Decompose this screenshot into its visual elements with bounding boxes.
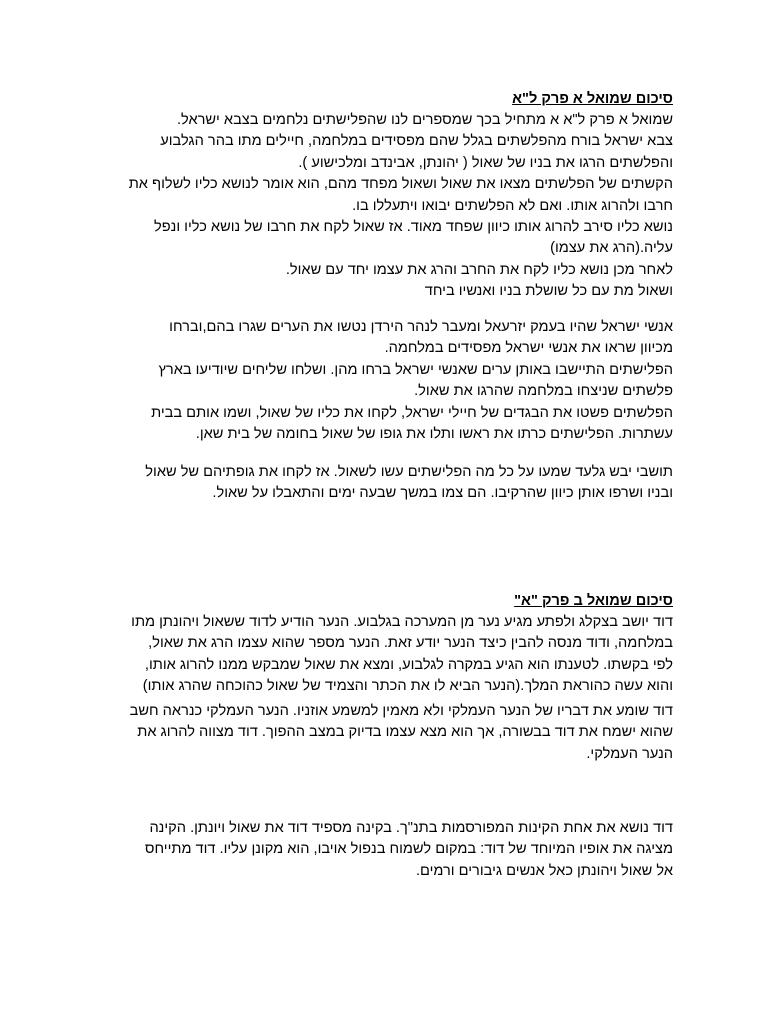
section1-paragraph-2 xyxy=(151,317,673,445)
section2-paragraph-3 xyxy=(145,818,673,882)
section2-title: סיכום שמואל ב פרק "א" xyxy=(514,593,673,609)
text-line: צבא ישראל בורח מהפלשתים בגלל שהם מפסידים במלחמה, חיילים מתו בהר הגלבוע xyxy=(160,133,673,150)
section1-paragraph-1 xyxy=(129,110,673,303)
text-line: הפלישתים התיישבו באותן ערים שאנשי ישראל ברחו מהן. ושלחו שליחים שיודיעו בארץ xyxy=(158,361,673,378)
text-line: דוד יושב בצקלג ולפתע מגיע נער מן המערכה בגלבוע. הנער הודיע לדוד ששאול ויהונתן מתו xyxy=(131,614,673,630)
text-line: עליה.(הרג את עצמו) xyxy=(550,240,673,257)
text-line: נושא כליו סירב להרוג אותו כיוון שפחד מאוד. אז שאול לקח את חרבו של נושא כליו ונפל xyxy=(154,219,673,236)
text-line: חרבו ולהרוג אותו. ואם לא הפלשתים יבואו ויתעללו בו. xyxy=(352,197,673,214)
text-line: שמואל א פרק ל"א א מתחיל בכך שמספרים לנו שהפלישתים נלחמים בצבא ישראל. xyxy=(176,112,673,128)
section1-title: סיכום שמואל א פרק ל"א xyxy=(512,91,673,107)
text-line: דוד שומע את דבריו של הנער העמלקי ולא מאמין למשמע אוזניו. הנער העמלקי כנראה חשב xyxy=(129,703,673,719)
text-line: הנער העמלקי. xyxy=(586,745,673,762)
text-line: מציגה את אופיו המיוחד של דוד: במקום לשמוח בנפול אויבו, הוא מקונן עליו. דוד מתייחס xyxy=(144,841,673,858)
text-line: לפי בקשתו. לטענתו הוא הגיע במקרה לגלבוע, ומצא את שאול שמבקש ממנו להרוג אותו, xyxy=(144,656,673,673)
text-line: מכיוון שראו את אנשי ישראל מפסידים במלחמה. xyxy=(384,340,673,357)
text-line: ושאול מת עם כל שושלת בניו ואנשיו ביחד xyxy=(424,283,673,300)
section2-paragraph-2 xyxy=(130,701,673,765)
text-line: לאחר מכן נושא כליו לקח את החרב והרג את עצמו יחד עם שאול. xyxy=(285,261,673,278)
section2-paragraph-1 xyxy=(131,612,673,698)
text-line: דוד נושא את אחת הקינות המפורסמות בתנ"ך. בקינה מספיד דוד את שאול ויונתן. הקינה xyxy=(149,820,673,836)
text-line: פלשתים שניצחו במלחמה שהרגו את שאול. xyxy=(414,383,673,400)
text-line: הקשתים של הפלשתים מצאו את שאול ושאול מפחד מהם, הוא אומר לנושא כליו לשלוף את xyxy=(128,176,673,193)
text-line: הפלשתים פשטו את הבגדים של חיילי ישראל, לקחו את כליו של שאול, ושמו אותם בבית xyxy=(151,404,673,421)
section1-paragraph-3 xyxy=(145,462,673,505)
text-line: תושבי יבש גלעד שמעו על כל מה הפלישתים עשו לשאול. אז לקחו את גופתיהם של שאול xyxy=(145,464,673,480)
text-line: והוא עשה כהוראת המלך.(הנער הביא לו את הכתר והצמיד של שאול כהוכחה שהרג אותו) xyxy=(142,678,673,695)
text-line: והפלשתים הרגו את בניו של שאול ( יהונתן, אבינדב ומלכישוע ). xyxy=(298,154,673,171)
text-line: אל שאול ויהונתן כאל אנשים גיבורים ורמים. xyxy=(415,862,673,879)
text-line: שהוא ישמח את דוד בבשורה, אך הוא מצא עצמו בדיוק במצב ההפוך. דוד מצווה להרוג את xyxy=(137,724,673,741)
text-line: אנשי ישראל שהיו בעמק יזרעאל ומעבר לנהר הירדן נטשו את הערים שגרו בהם,וברחו xyxy=(169,319,673,335)
text-line: עשתרות. הפלישתים כרתו את ראשו ותלו את גופו של שאול בחומה של בית שאן. xyxy=(195,426,673,443)
text-line: במלחמה, ודוד מנסה להבין כיצד הנער יודע זאת. הנער מספר שהוא עצמו הרג את שאול, xyxy=(148,635,673,652)
text-line: ובניו ושרפו אותן כיוון שהרקיבו. הם צמו במשך שבעה ימים והתאבלו על שאול. xyxy=(212,485,673,502)
